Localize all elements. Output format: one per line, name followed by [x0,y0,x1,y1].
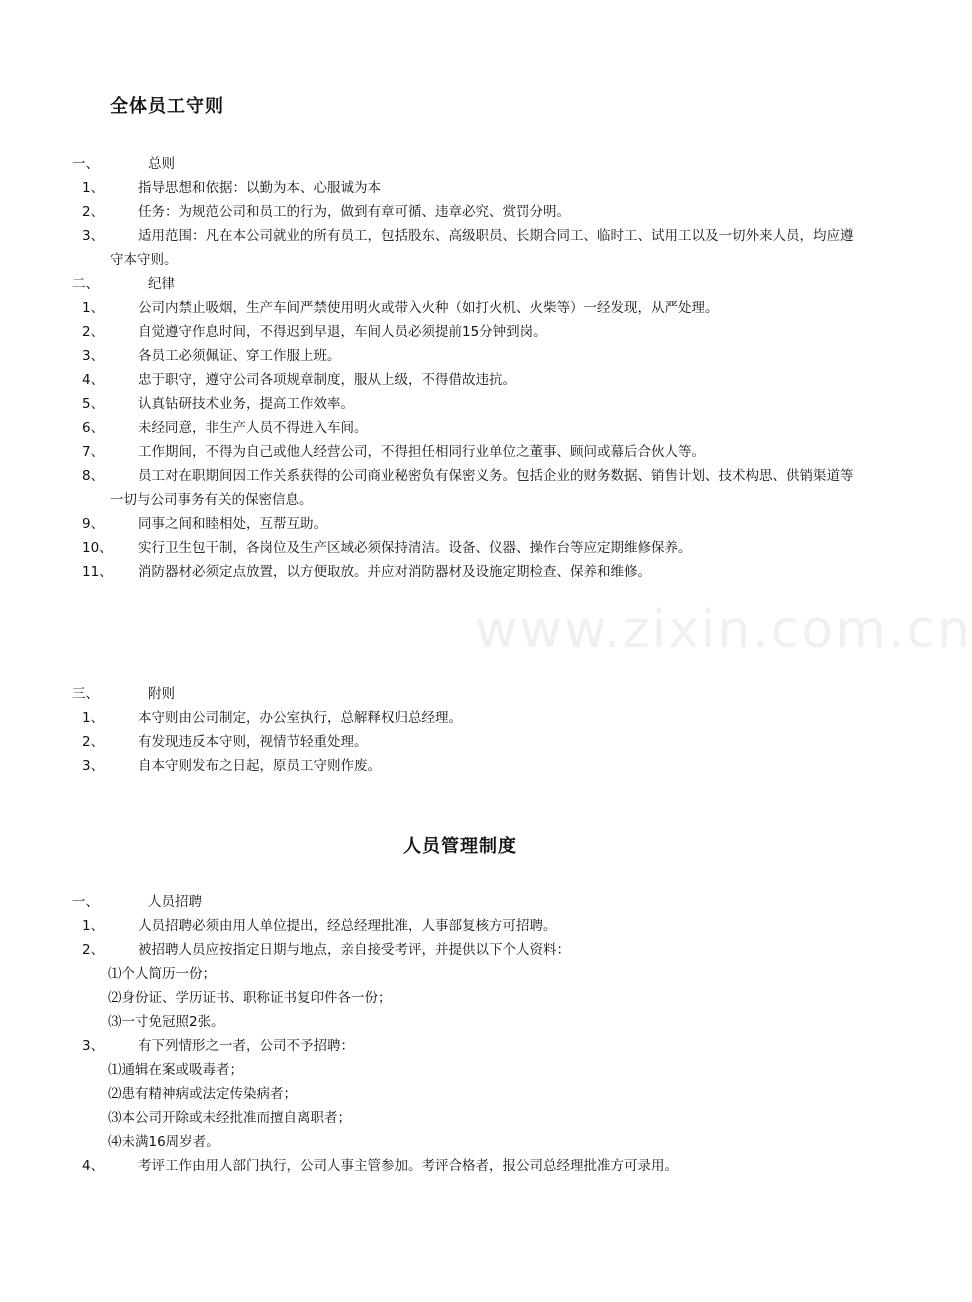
sub-item: ⑵患有精神病或法定传染病者； [108,1086,297,1102]
section-title: 纪律 [148,276,175,292]
item-text: 工作期间，不得为自己或他人经营公司，不得担任相同行业单位之董事、顾问或幕后合伙人等。 [138,444,705,460]
item-number: 1、 [82,918,105,934]
section-number: 二、 [72,276,99,292]
section-heading [72,152,862,176]
list-item [72,914,862,938]
item-number: 3、 [82,348,105,364]
section-discipline [72,272,862,584]
item-text: 适用范围：凡在本公司就业的所有员工，包括股东、高级职员、长期合同工、临时工、试用工以及一切外来人员，均应遵守本守则。 [110,228,854,268]
section-general [72,152,862,272]
item-number: 2、 [82,204,105,220]
section-number: 三、 [72,686,99,702]
item-text: 考评工作由用人部门执行，公司人事主管参加。考评合格者，报公司总经理批准方可录用。 [138,1158,678,1174]
item-number: 10、 [82,540,113,556]
section-heading [72,890,862,914]
doc-title-2: 人员管理制度 [403,836,517,857]
section-number: 一、 [72,156,99,172]
item-number: 7、 [82,444,105,460]
item-number: 8、 [82,468,105,484]
item-text: 未经同意，非生产人员不得进入车间。 [138,420,368,436]
section-title: 附则 [148,686,175,702]
section-heading [72,272,862,296]
list-item [72,392,862,416]
list-item [72,560,862,584]
list-item [72,1034,862,1058]
sub-item: ⑵身份证、学历证书、职称证书复印件各一份； [108,990,392,1006]
list-item [72,200,862,224]
list-item [72,296,862,320]
sub-item: ⑴通辑在案或吸毒者； [108,1062,243,1078]
list-item [72,754,862,778]
list-item [72,176,862,200]
list-item [72,938,862,962]
item-number: 6、 [82,420,105,436]
list-item [72,440,862,464]
item-number: 4、 [82,372,105,388]
item-text: 公司内禁止吸烟，生产车间严禁使用明火或带入火种（如打火机、火柴等）一经发现，从严处理。 [138,300,719,316]
section-number: 一、 [72,894,99,910]
item-text: 有下列情形之一者，公司不予招聘： [138,1038,354,1054]
list-item [72,1154,862,1178]
item-text: 各员工必须佩证、穿工作服上班。 [138,348,341,364]
item-number: 9、 [82,516,105,532]
item-text: 认真钻研技术业务，提高工作效率。 [138,396,354,412]
item-number: 4、 [82,1158,105,1174]
item-text: 本守则由公司制定，办公室执行，总解释权归总经理。 [138,710,462,726]
list-item [72,706,862,730]
watermark: www.zixin.com.cn [475,600,972,660]
section-title: 总则 [148,156,175,172]
list-item [72,512,862,536]
sub-item: ⑶一寸免冠照2张。 [108,1014,225,1030]
item-number: 5、 [82,396,105,412]
list-item [72,536,862,560]
sub-item: ⑶本公司开除或未经批准而擅自离职者； [108,1110,351,1126]
item-number: 3、 [82,758,105,774]
list-item [72,416,862,440]
doc-title: 全体员工守则 [110,96,224,117]
item-text: 有发现违反本守则，视情节轻重处理。 [138,734,368,750]
list-item [72,368,862,392]
sub-item: ⑴个人简历一份； [108,966,216,982]
item-text: 忠于职守，遵守公司各项规章制度，服从上级，不得借故违抗。 [138,372,516,388]
item-number: 2、 [82,942,105,958]
section-recruitment [72,890,862,1178]
item-number: 1、 [82,710,105,726]
item-number: 11、 [82,564,113,580]
item-text: 消防器材必须定点放置，以方便取放。并应对消防器材及设施定期检查、保养和维修。 [138,564,651,580]
list-item [72,344,862,368]
list-item [72,730,862,754]
item-text: 实行卫生包干制，各岗位及生产区域必须保持清洁。设备、仪器、操作台等应定期维修保养。 [138,540,692,556]
list-item [72,224,862,272]
item-text: 指导思想和依据：以勤为本、心服诚为本 [138,180,381,196]
list-item [72,320,862,344]
section-title: 人员招聘 [148,894,202,910]
item-text: 被招聘人员应按指定日期与地点，亲自接受考评，并提供以下个人资料： [138,942,570,958]
item-text: 员工对在职期间因工作关系获得的公司商业秘密负有保密义务。包括企业的财务数据、销售计划、技术构思、供销渠道等一切与公司事务有关的保密信息。 [110,468,854,508]
item-number: 1、 [82,300,105,316]
item-text: 自觉遵守作息时间，不得迟到早退，车间人员必须提前15分钟到岗。 [138,324,547,340]
sub-item: ⑷未满16周岁者。 [108,1134,220,1150]
list-item [72,464,862,512]
item-number: 3、 [82,228,105,244]
item-text: 自本守则发布之日起，原员工守则作废。 [138,758,381,774]
section-supplementary [72,682,862,778]
section-heading [72,682,862,706]
item-number: 2、 [82,324,105,340]
item-number: 2、 [82,734,105,750]
item-text: 任务：为规范公司和员工的行为，做到有章可循、违章必究、赏罚分明。 [138,204,570,220]
item-number: 3、 [82,1038,105,1054]
item-text: 人员招聘必须由用人单位提出，经总经理批准，人事部复核方可招聘。 [138,918,557,934]
item-number: 1、 [82,180,105,196]
item-text: 同事之间和睦相处，互帮互助。 [138,516,327,532]
